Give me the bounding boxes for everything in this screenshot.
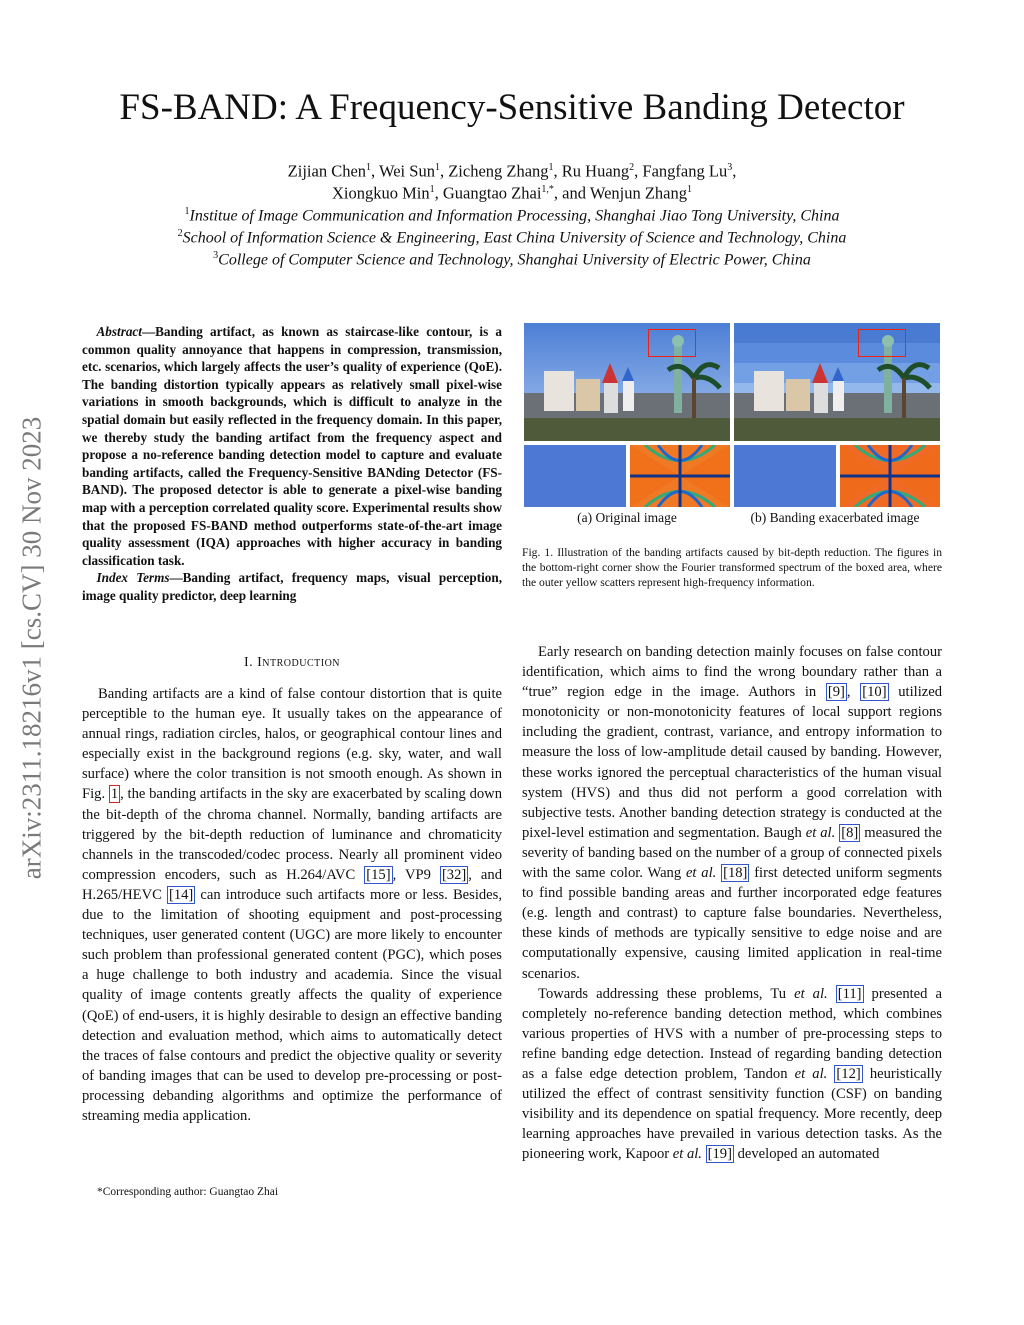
- author-affiliation-sup: 2: [629, 162, 635, 173]
- abstract-label: Abstract: [96, 324, 142, 339]
- text-run: Banding artifacts are a kind of false contour distortion that is quite perceptible to the human eye. It usually takes on the appearance of annual rings, radiation circles, halos, or geographical contour lines and especially exist in the background regions (e.g. sky, water, and wall surface) where the color transition is not smooth enough. As shown in Fig.: [82, 686, 502, 803]
- author-name: Ru Huang: [561, 161, 630, 181]
- citation-10-link[interactable]: [10]: [862, 684, 887, 701]
- citation-9-link[interactable]: [9]: [827, 684, 845, 701]
- crop-original: [524, 445, 626, 507]
- affiliation-3-sup: 3: [213, 250, 219, 261]
- text-run: , the banding artifacts in the sky are exacerbated by scaling down the bit-depth of the chroma channel. Normally, banding artifacts are triggered by the bit-depth reduction of luminance and chromaticity channels in the transcoded/codec process. Nearly all prominent video compression encoders, such as H.264/AVC: [82, 786, 503, 883]
- citation-11-link[interactable]: [11]: [837, 985, 862, 1002]
- author-name: Wenjun Zhang: [589, 183, 687, 203]
- author-separator: ,: [634, 161, 643, 181]
- intro-paragraph-3: [522, 984, 942, 1165]
- author-name: Wei Sun: [378, 161, 435, 181]
- abstract-block: [82, 323, 502, 605]
- citation-19-link[interactable]: [19]: [707, 1146, 732, 1163]
- author-line-1: [0, 157, 1024, 182]
- author-separator: ,: [732, 161, 737, 181]
- et-al: et al.: [794, 985, 828, 1002]
- text-run: ,: [846, 684, 861, 701]
- spectrum-banding: [840, 445, 940, 507]
- subfigure-b-label: (b) Banding exacerbated image: [750, 510, 920, 525]
- affiliation-2-text: School of Information Science & Engineering, East China University of Science and Technology, China: [182, 229, 847, 247]
- text-run: Towards addressing these problems, Tu: [538, 985, 795, 1002]
- arxiv-stamp: [12, 348, 52, 948]
- author-affiliation-sup: 1: [366, 162, 372, 173]
- author-affiliation-sup: 1: [687, 184, 692, 195]
- index-terms-label: Index Terms: [96, 570, 170, 586]
- et-al: et al.: [672, 1146, 702, 1163]
- citation-32-link[interactable]: [32]: [441, 866, 467, 883]
- spectrum-original: [630, 445, 730, 507]
- citation-14-link[interactable]: [14]: [168, 886, 194, 903]
- text-run: utilized monotonicity or non-monotonicity features of local support regions including the gradient, contrast, variance, and entropy information to measure the loss of low-amplitude detail caused by banding. However, these works ignored the perceptual characteristics of the human visual system (HVS) and thus did not perform a good correlation with subjective tests. Another banding detection strategy is conducted at the pixel-level estimation and segmentation. Baugh: [522, 684, 943, 841]
- section-title: Introduction: [257, 655, 341, 670]
- author-name: Fangfang Lu: [642, 161, 728, 181]
- abstract-text: —Banding artifact, as known as staircase-like contour, is a common quality annoyance that happens in compression, transmission, etc. scenarios, which largely affects the user’s quality of experience (QoE). The banding distortion typically appears as relatively small pixel-wise variations in smooth backgrounds, which is difficult to analyze in the spatial domain but easily reflected in the frequency domain. In this paper, we thereby study the banding artifact from the frequency aspect and propose a no-reference banding detection model to capture and evaluate banding artifacts, called the Frequency-Sensitive BANding Detector (FS-BAND). The proposed detector is able to generate a pixel-wise banding map with a perception correlated quality score. Experimental results show that the proposed FS-BAND method outperforms state-of-the-art image quality assessment (IQA) approaches with higher accuracy in banding classification task.: [82, 324, 502, 568]
- author-affiliation-sup: 1: [434, 162, 440, 173]
- intro-column-right: [522, 642, 942, 1164]
- figure-1: [524, 323, 940, 513]
- author-affiliation-sup: 1: [429, 184, 435, 195]
- banding-image: [734, 323, 940, 441]
- spectrum-original-plot: [630, 445, 730, 507]
- crop-banding: [734, 445, 836, 507]
- text-run: developed an automated: [733, 1146, 880, 1163]
- author-name: Xiongkuo Min: [332, 183, 430, 203]
- subfigure-a-label: (a) Original image: [577, 510, 677, 525]
- intro-paragraph-1: [82, 684, 502, 1126]
- arxiv-stamp-text: arXiv:2311.18216v1 [cs.CV] 30 Nov 2023: [16, 416, 47, 880]
- index-terms-text: —Banding artifact, frequency maps, visual perception, image quality predictor, deep learning: [82, 570, 502, 603]
- boxed-area-a: [648, 329, 696, 357]
- author-separator: ,: [439, 161, 449, 181]
- abstract-paragraph: [82, 323, 502, 569]
- author-affiliation-sup: 1: [548, 162, 554, 173]
- author-separator: , and: [553, 183, 590, 203]
- intro-column-left: [82, 684, 502, 1126]
- et-al: et al.: [794, 1065, 828, 1082]
- section-heading-introduction: [82, 655, 502, 671]
- figure-1-link[interactable]: 1: [110, 786, 119, 803]
- section-number: I.: [243, 655, 254, 670]
- author-affiliation-sup: 3: [727, 162, 733, 173]
- citation-15-link[interactable]: [15]: [366, 866, 391, 883]
- author-name: Zijian Chen: [287, 161, 367, 181]
- text-run: can introduce such artifacts more or less. Besides, due to the limitation of shooting equipment and post-processing techniques, user generated content (UGC) are more likely to encounter such problem than professional generated content (PGC), which poses a huge challenge to both industry and academia. Since the visual quality of image contents greatly affects the quality of experience (QoE) of end-users, it is highly desirable to design an effective banding detection and evaluation method, which aims to automatically detect the traces of false contours and predict the objective quality or severity of banding images that can be used to develop pre-processing or post-processing debanding algorithms and optimize the performance of streaming media application.: [82, 886, 502, 1124]
- affiliation-3: [0, 245, 1024, 270]
- affiliation-3-text: College of Computer Science and Technology, Shanghai University of Electric Power, China: [218, 251, 811, 269]
- affiliation-1-sup: 1: [184, 206, 190, 217]
- author-separator: ,: [371, 161, 379, 181]
- original-image: [524, 323, 730, 441]
- spectrum-banding-plot: [840, 445, 940, 507]
- affiliation-2-sup: 2: [177, 228, 183, 239]
- intro-paragraph-2: [522, 642, 942, 984]
- text-run: , and H.265/HEVC: [82, 866, 502, 903]
- author-separator: ,: [553, 161, 562, 181]
- text-run: first detected uniform segments to find possible banding areas and further incorporated edge features (e.g. length and contrast) to capture false boundaries. Nevertheless, these kinds of methods are typically sensitive to edge noise and are computationally expensive, causing limited application in real-time scenarios.: [522, 865, 943, 982]
- paper-title: FS-BAND: A Frequency-Sensitive Banding Detector: [119, 87, 905, 128]
- boxed-area-b: [858, 329, 906, 357]
- corresponding-author-footnote: *Corresponding author: Guangtao Zhai: [97, 1186, 279, 1198]
- et-al: et al.: [685, 865, 717, 882]
- author-separator: ,: [434, 183, 443, 203]
- text-run: measured the severity of banding based on the number of a group of connected pixels with the same color. Wang: [522, 824, 942, 882]
- text-run: Early research on banding detection mainly focuses on false contour identification, which aims to find the wrong boundary rather than a “true” region edge in the image. Authors in: [522, 644, 942, 701]
- banding-image-photo: [734, 323, 940, 441]
- figure-1-caption: Fig. 1. Illustration of the banding artifacts caused by bit-depth reduction. The figures in the bottom-right corner show the Fourier transformed spectrum of the boxed area, where the outer yellow scatters represent high-frequency information.: [522, 546, 942, 589]
- citation-12-link[interactable]: [12]: [836, 1065, 861, 1082]
- et-al: et al.: [805, 824, 836, 841]
- affiliation-1-text: Institue of Image Communication and Information Processing, Shanghai Jiao Tong University, China: [189, 207, 840, 225]
- text-run: , VP9: [392, 866, 440, 883]
- text-run: presented a completely no-reference banding detection method, which combines various properties of HVS with a number of pre-processing steps to refine banding edge detection. Instead of regarding banding detection as a false edge detection problem, Tandon: [522, 985, 942, 1082]
- original-image-photo: [524, 323, 730, 441]
- citation-18-link[interactable]: [18]: [723, 865, 748, 882]
- text-run: heuristically utilized the effect of contrast sensitivity function (CSF) on banding visibility and its dependence on spatial frequency. More recently, deep learning approaches have prevailed in various detection tasks. As the pioneering work, Kapoor: [522, 1065, 942, 1163]
- author-affiliation-sup: 1,*: [541, 184, 554, 195]
- citation-8-link[interactable]: [8]: [841, 824, 859, 841]
- author-name: Zicheng Zhang: [448, 161, 549, 181]
- author-name: Guangtao Zhai: [442, 183, 542, 203]
- author-line-2: [0, 179, 1024, 204]
- index-terms-paragraph: [82, 569, 502, 604]
